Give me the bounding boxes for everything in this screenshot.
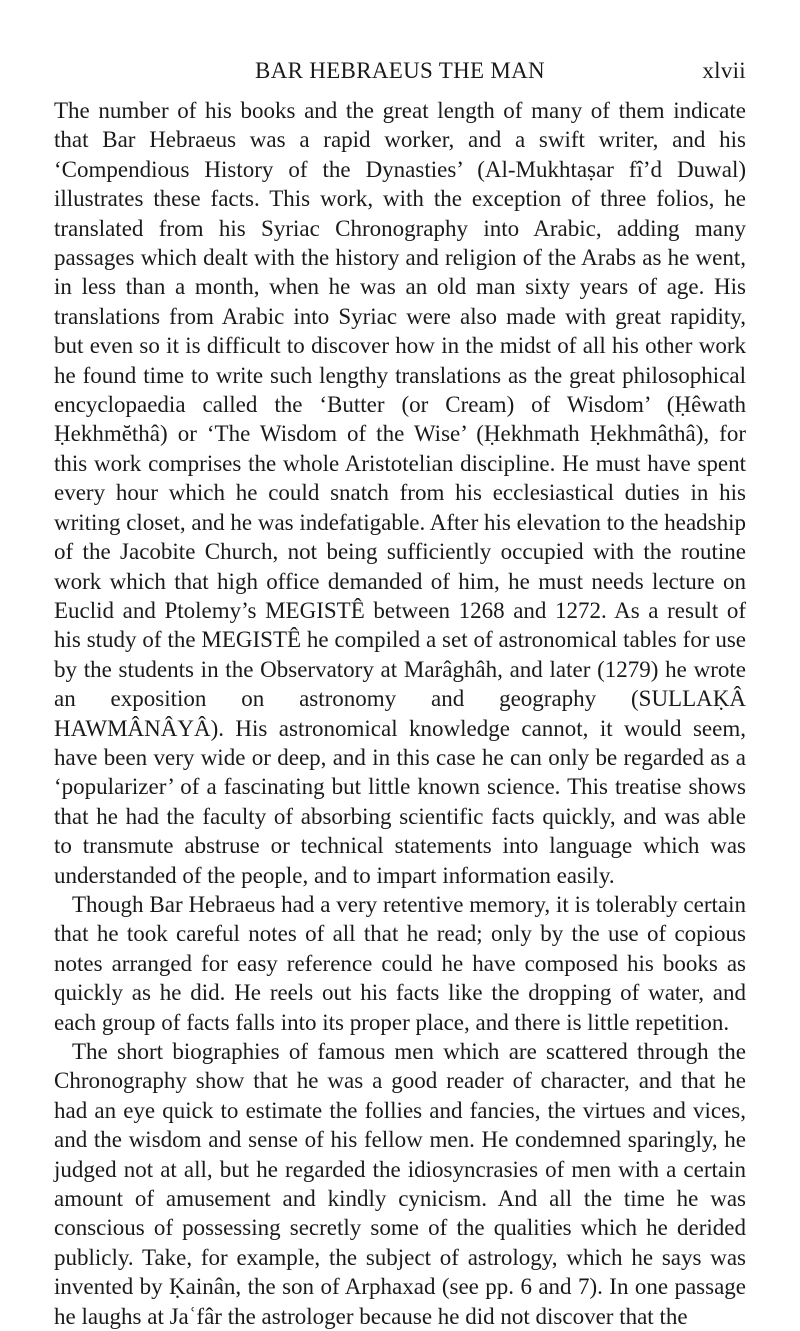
- running-title: BAR HEBRAEUS THE MAN: [255, 58, 545, 83]
- body-text: [54, 96, 746, 1331]
- paragraph-2: Though Bar Hebraeus had a very retentive memory, it is tolerably certain that he took careful notes of all that he read; only by the use of copious notes arranged for easy reference could he have composed his books as quickly as he did. He reels out his facts like the dropping of water, and each group of facts falls into its proper place, and there is little repetition.: [54, 891, 746, 1035]
- paragraph-3: The short biographies of famous men which are scattered through the Chronography show that he was a good reader of character, and that he had an eye quick to estimate the follies and fancies, the virtues and vices, and the wisdom and sense of his fellow men. He condemned sparingly, he judged not at all, but he regarded the idiosyncrasies of men with a certain amount of amusement and kindly cynicism. And all the time he was conscious of possessing secretly some of the qualities which he derided publicly. Take, for example, the subject of astrology, which he says was invented by Ḳainân, the son of Arphaxad (see pp. 6 and 7). In one passage he laughs at Jaʿfâr the astrologer because he did not discover that the: [54, 1039, 746, 1329]
- running-header: [54, 58, 746, 88]
- paragraph-1: The number of his books and the great length of many of them indicate that Bar Hebraeus was a rapid worker, and a swift writer, and his ‘Compendious History of the Dynasties’ (Al-Mukhtaṣar fî’d Duwal) illustrates these facts. This work, with the exception of three folios, he translated from his Syriac Chronography into Arabic, adding many passages which dealt with the history and religion of the Arabs as he went, in less than a month, when he was an old man sixty years of age. His translations from Arabic into Syriac were also made with great rapidity, but even so it is difficult to discover how in the midst of all his other work he found time to write such lengthy translations as the great philosophical encyclopaedia called the ‘Butter (or Cream) of Wisdom’ (Ḥêwath Ḥekhmĕthâ) or ‘The Wisdom of the Wise’ (Ḥekhmath Ḥekhmâthâ), for this work comprises the whole Aristotelian discipline. He must have spent every hour which he could snatch from his ecclesiastical duties in his writing closet, and he was indefatigable. After his elevation to the headship of the Jacobite Church, not being sufficiently occupied with the routine work which that high office demanded of him, he must needs lecture on Euclid and Ptolemy’s MEGISTÊ between 1268 and 1272. As a result of his study of the MEGISTÊ he compiled a set of astronomical tables for use by the students in the Observatory at Marâghâh, and later (1279) he wrote an exposition on astronomy and geography (SULLAḲÂ HAWMÂNÂYÂ). His astronomical knowledge cannot, it would seem, have been very wide or deep, and in this case he can only be regarded as a ‘popularizer’ of a fascinating but little known science. This treatise shows that he had the faculty of absorbing scientific facts quickly, and was able to transmute abstruse or technical statements into language which was understanded of the people, and to impart information easily.: [54, 98, 746, 888]
- page-number: xlvii: [702, 58, 746, 83]
